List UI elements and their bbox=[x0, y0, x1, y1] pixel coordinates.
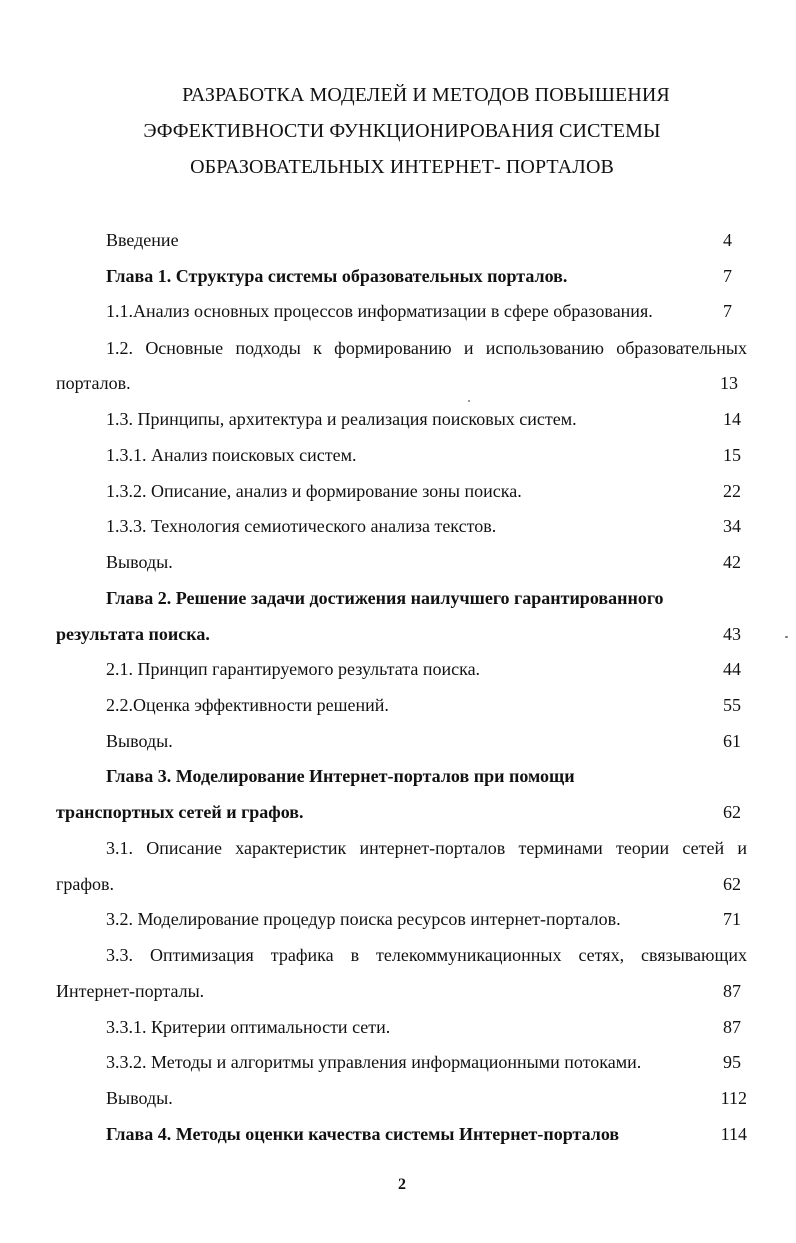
toc-page-chapter-3: 62 bbox=[723, 802, 741, 822]
toc-entry-chapter-3-line-2: транспортных сетей и графов. bbox=[56, 802, 304, 822]
toc-entry-1-3-2: 1.3.2. Описание, анализ и формирование зоны поиска. bbox=[106, 481, 522, 501]
toc-page-1-3: 14 bbox=[723, 409, 741, 429]
toc-entry-chapter-3-line-1: Глава 3. Моделирование Интернет-порталов при помощи bbox=[106, 766, 575, 786]
scan-speck bbox=[468, 400, 470, 402]
title-line-1: РАЗРАБОТКА МОДЕЛЕЙ И МЕТОДОВ ПОВЫШЕНИЯ bbox=[182, 84, 670, 106]
toc-entry-3-2: 3.2. Моделирование процедур поиска ресурсов интернет-порталов. bbox=[106, 909, 621, 929]
toc-page-chapter-1: 7 bbox=[723, 266, 732, 286]
toc-entry-3-3-line-1: 3.3. Оптимизация трафика в телекоммуникационных сетях, связывающих bbox=[106, 945, 747, 965]
toc-entry-intro: Введение bbox=[106, 230, 179, 250]
toc-page-3-3-1: 87 bbox=[723, 1017, 741, 1037]
toc-entry-3-1-line-1: 3.1. Описание характеристик интернет-порталов терминами теории сетей и bbox=[106, 838, 747, 858]
toc-page-conclusions-2: 61 bbox=[723, 731, 741, 751]
toc-entry-3-3-line-2: Интернет-порталы. bbox=[56, 981, 205, 1001]
page-number: 2 bbox=[398, 1176, 406, 1193]
toc-entry-1-2-line-1: 1.2. Основные подходы к формированию и использованию образовательных bbox=[106, 338, 747, 358]
toc-page-intro: 4 bbox=[723, 230, 732, 250]
scan-speck bbox=[785, 636, 788, 638]
toc-page-1-3-2: 22 bbox=[723, 481, 741, 501]
toc-page-1-3-3: 34 bbox=[723, 516, 741, 536]
toc-entry-1-3: 1.3. Принципы, архитектура и реализация поисковых систем. bbox=[106, 409, 577, 429]
toc-entry-chapter-2-line-1: Глава 2. Решение задачи достижения наилучшего гарантированного bbox=[106, 588, 664, 608]
toc-page-chapter-4: 114 bbox=[720, 1124, 747, 1144]
toc-entry-1-3-3: 1.3.3. Технология семиотического анализа текстов. bbox=[106, 516, 497, 536]
toc-entry-1-1: 1.1.Анализ основных процессов информатизации в сфере образования. bbox=[106, 301, 653, 321]
toc-page-3-3-2: 95 bbox=[723, 1052, 741, 1072]
toc-entry-3-3-1: 3.3.1. Критерии оптимальности сети. bbox=[106, 1017, 391, 1037]
toc-page-1-2: 13 bbox=[720, 373, 738, 393]
toc-entry-3-1-line-2: графов. bbox=[56, 874, 115, 894]
toc-page-conclusions-1: 42 bbox=[723, 552, 741, 572]
toc-page-1-1: 7 bbox=[723, 301, 732, 321]
toc-entry-chapter-4: Глава 4. Методы оценки качества системы Интернет-порталов bbox=[106, 1124, 620, 1144]
toc-entry-chapter-1: Глава 1. Структура системы образовательных порталов. bbox=[106, 266, 568, 286]
toc-entry-chapter-2-line-2: результата поиска. bbox=[56, 624, 210, 644]
toc-page-3-3: 87 bbox=[723, 981, 741, 1001]
toc-page-3-1: 62 bbox=[723, 874, 741, 894]
toc-entry-conclusions-1: Выводы. bbox=[106, 552, 173, 572]
toc-entry-2-2: 2.2.Оценка эффективности решений. bbox=[106, 695, 389, 715]
toc-entry-3-3-2: 3.3.2. Методы и алгоритмы управления информационными потоками. bbox=[106, 1052, 642, 1072]
toc-entry-1-2-line-2: порталов. bbox=[56, 373, 131, 393]
toc-page-1-3-1: 15 bbox=[723, 445, 741, 465]
title-line-3: ОБРАЗОВАТЕЛЬНЫХ ИНТЕРНЕТ- ПОРТАЛОВ bbox=[190, 156, 614, 178]
toc-page-3-2: 71 bbox=[723, 909, 741, 929]
toc-entry-conclusions-2: Выводы. bbox=[106, 731, 173, 751]
toc-entry-1-3-1: 1.3.1. Анализ поисковых систем. bbox=[106, 445, 357, 465]
toc-entry-conclusions-3: Выводы. bbox=[106, 1088, 173, 1108]
toc-page-chapter-2: 43 bbox=[723, 624, 741, 644]
toc-page-2-2: 55 bbox=[723, 695, 741, 715]
toc-page-2-1: 44 bbox=[723, 659, 741, 679]
title-line-2: ЭФФЕКТИВНОСТИ ФУНКЦИОНИРОВАНИЯ СИСТЕМЫ bbox=[143, 120, 661, 142]
toc-page-conclusions-3: 112 bbox=[720, 1088, 747, 1108]
toc-entry-2-1: 2.1. Принцип гарантируемого результата поиска. bbox=[106, 659, 481, 679]
